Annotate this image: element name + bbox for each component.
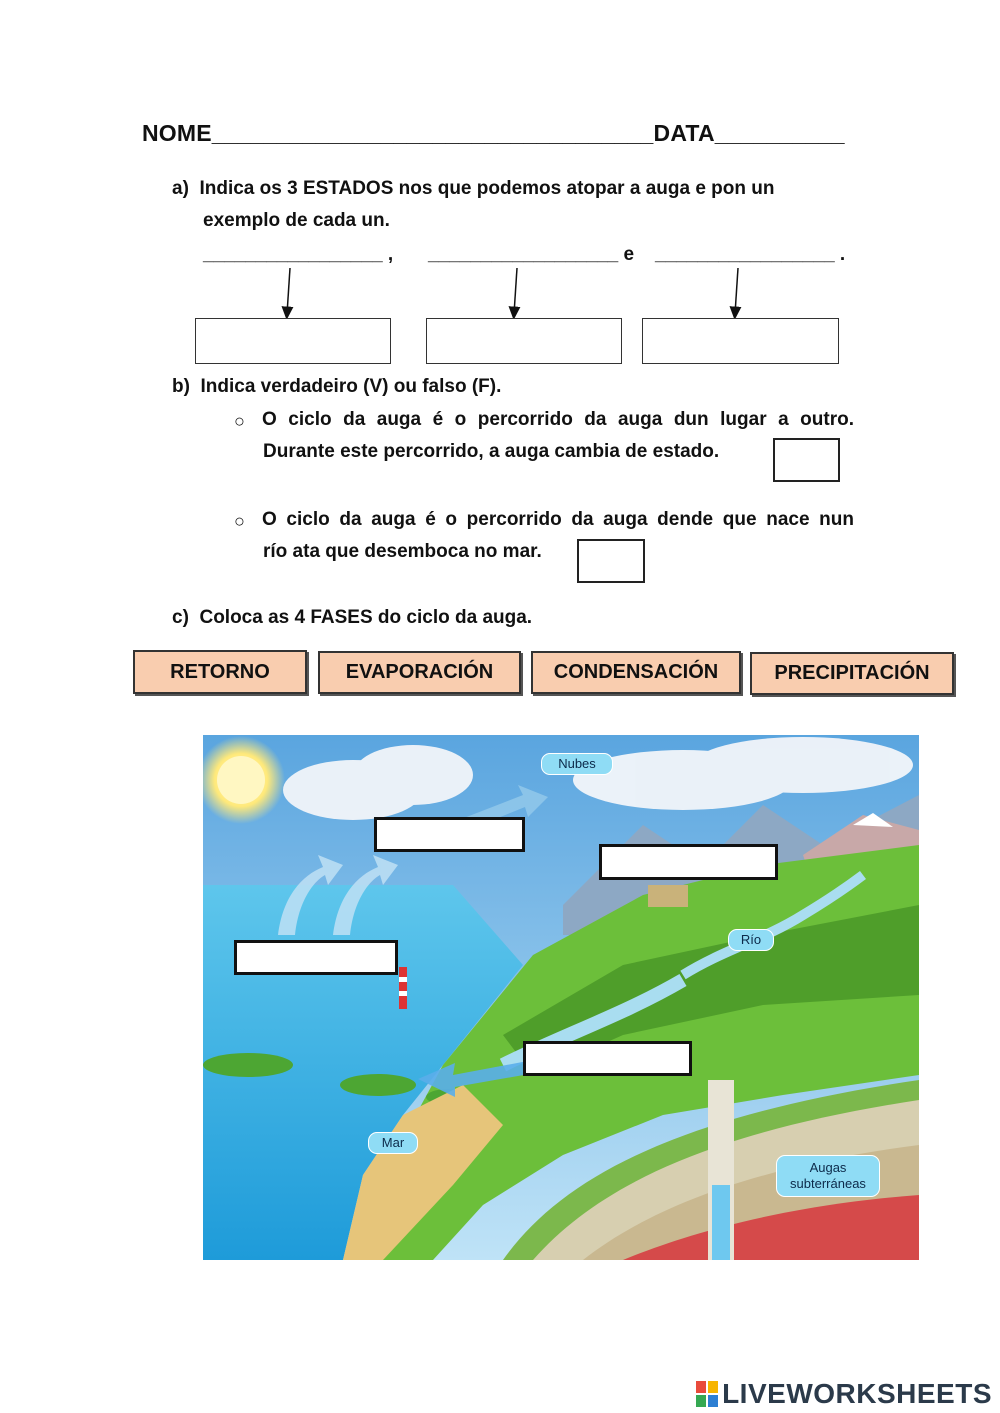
bullet-2: ○ [234,511,245,531]
phase-drop-box-1[interactable] [374,817,525,852]
question-c-title-line [172,607,532,629]
phase-drop-box-3[interactable] [234,940,398,975]
phase-chip-evaporacion[interactable]: EVAPORACIÓN [318,651,521,694]
question-b-marker: b) [172,376,190,397]
phase-chip-condensacion[interactable]: CONDENSACIÓN [531,651,741,694]
question-b-title-line [172,376,501,398]
brand-logo-square-4 [708,1395,718,1407]
arrow-1 [287,268,290,314]
arrow-2 [514,268,517,314]
example-box-1[interactable] [195,318,391,364]
water-cycle-illustration [203,735,919,1260]
brand-logo-square-1 [696,1381,706,1393]
brand-logo-icon [696,1381,718,1407]
true-false-box-1[interactable] [773,438,840,482]
date-field-label[interactable]: DATA__________ [653,120,845,146]
phase-drop-box-2[interactable] [599,844,778,880]
tag-mar: Mar [368,1132,418,1154]
brand-logo-square-3 [696,1395,706,1407]
phase-chip-retorno[interactable]: RETORNO [133,650,307,694]
example-box-3[interactable] [642,318,839,364]
question-a-text-line1: Indica os 3 ESTADOS nos que podemos atopar a auga e pon un [199,178,775,199]
castle-icon [648,885,688,907]
name-field-label[interactable]: NOME__________________________________ [142,120,654,146]
tag-rio: Río [728,929,774,951]
state-blank-1[interactable]: _________________ , [203,244,394,265]
statement-2-line1: O ciclo da auga é o percorrido da auga dende que nace nun [262,509,854,530]
question-b-title: Indica verdadeiro (V) ou falso (F). [200,376,502,397]
brand-logo-square-2 [708,1381,718,1393]
arrow-3 [735,268,738,314]
tag-augas-subterraneas: Augas subterráneas [776,1155,880,1197]
state-arrows [0,0,1000,330]
question-a-text-line2: exemplo de cada un. [203,210,390,231]
brand-name: LIVEWORKSHEETS [722,1378,992,1409]
phase-drop-box-4[interactable] [523,1041,692,1076]
true-false-box-2[interactable] [577,539,645,583]
example-box-2[interactable] [426,318,622,364]
tag-nubes: Nubes [541,753,613,775]
statement-1-line1: O ciclo da auga é o percorrido da auga dun lugar a outro. [262,409,854,430]
liveworksheets-brand [696,1378,992,1410]
bullet-1: ○ [234,411,245,431]
state-blank-3[interactable]: _________________ . [655,244,846,265]
statement-2-line2: río ata que desemboca no mar. [263,541,542,562]
lighthouse-icon [399,967,407,1009]
question-c-marker: c) [172,607,189,628]
statement-1-line2: Durante este percorrido, a auga cambia de estado. [263,441,720,462]
phase-chip-precipitacion[interactable]: PRECIPITACIÓN [750,652,954,695]
state-blank-2[interactable]: __________________ e [428,244,635,265]
question-c-title: Coloca as 4 FASES do ciclo da auga. [199,607,533,628]
question-a-marker: a) [172,178,189,199]
